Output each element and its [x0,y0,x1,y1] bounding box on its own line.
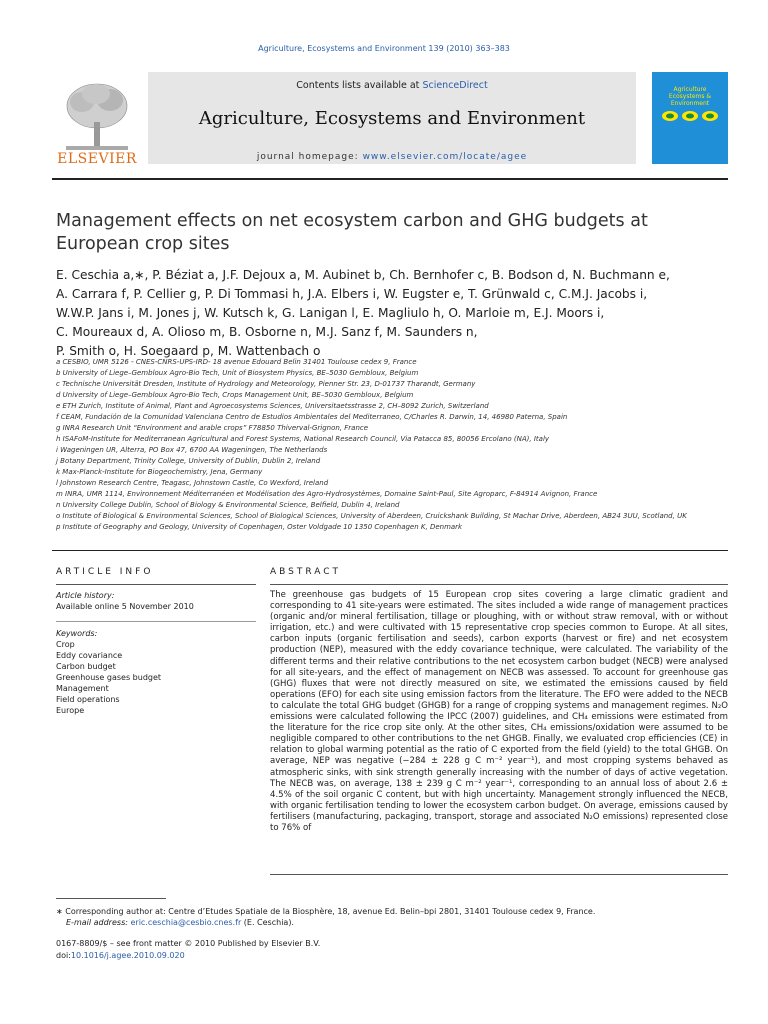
copyright-block [56,938,736,962]
keyword: Field operations [56,695,120,704]
keyword: Carbon budget [56,662,116,671]
abstract-text: The greenhouse gas budgets of 15 European crop sites covering a large climatic gradient and corresponding to 41 site-years were estimated. The sites included a wide range of management practices (organic and/or mineral fertilisation, tillage or ploughing, with or without straw removal, with or without irrigation, etc.) and were cultivated with 15 representative crop species common to Europe. At all sites, carbon inputs (organic fertilisation and seeds), carbon exports (harvest or fire) and net ecosystem production (NEP), measured with the eddy covariance technique, were calculated. The variability of the different terms and their relative contributions to the net ecosystem carbon budget (NECB) were analysed for all site-years, and the effect of management on NECB was assessed. To account for greenhouse gas (GHG) fluxes that were not directly measured on site, we estimated the emissions caused by field operations (EFO) for each site using emission factors from the literature. The EFO were added to the NECB to calculate the total GHG budget (GHGB) for a range of cropping systems and management regimes. N₂O emissions were calculated following the IPCC (2007) guidelines, and CH₄ emissions were estimated from the literature for the rice crop site only. At the other sites, CH₄ emissions/oxidation were assumed to be negligible compared to other contributions to the net GHGB. Finally, we evaluated crop efficiencies (CE) in relation to global warming potential as the ratio of C exported from the field (yield) to the total GHGB. On average, NEP was negative (−284 ± 228 g C m⁻² year⁻¹), and most cropping systems behaved as atmospheric sinks, with sink strength generally increasing with the number of days of active vegetation. The NECB was, on average, 138 ± 239 g C m⁻² year⁻¹, corresponding to an annual loss of about 2.6 ± 4.5% of the soil organic C content, but with high uncertainty. Management strongly influenced the NECB, with organic fertilisation tending to lower the ecosystem carbon budget. On average, emissions caused by fertilisers (manufacturing, packaging, transport, storage and associated N₂O emissions) represented close to 76% of [270,590,728,833]
cover-title: Agriculture Ecosystems & Environment [668,86,712,107]
affiliation: f CEAM, Fundación de la Comunidad Valenciana Centro de Estudios Ambientales del Mediterraneo, C/Charles R. Darwin, 14, 46980 Paterna, Spain [56,413,568,421]
title-line: European crop sites [56,234,230,254]
title-line: Management effects on net ecosystem carbon and GHG budgets at [56,211,648,231]
keywords-label: Keywords: [56,629,98,638]
keyword: Eddy covariance [56,651,123,660]
history-value: Available online 5 November 2010 [56,602,194,611]
cover-emblem-icon [660,110,720,122]
affiliation: m INRA, UMR 1114, Environnement Méditerranéen et Modélisation des Agro-Hydrosystèmes, Domaine Saint-Paul, Site Agroparc, F-84914 Avignon, France [56,490,598,498]
history-label: Article history: [56,591,115,600]
header-rule [52,178,728,180]
elsevier-wordmark: ELSEVIER [57,151,137,167]
issn-line: 0167-8809/$ – see front matter © 2010 Published by Elsevier B.V. [56,939,321,948]
affiliation: o Institute of Biological & Environmental Sciences, School of Biological Sciences, University of Aberdeen, Cruickshank Building, St Machar Drive, Aberdeen, AB24 3UU, Scotland, UK [56,512,687,520]
keywords-rule [56,621,256,622]
contents-prefix: Contents lists available at [296,80,420,91]
affiliation: a CESBIO, UMR 5126 - CNES-CNRS-UPS-IRD- 18 avenue Edouard Belin 31401 Toulouse cedex 9, France [56,358,417,366]
email-label: E-mail address: [66,918,128,927]
journal-title: Agriculture, Ecosystems and Environment [198,108,586,129]
keyword: Europe [56,706,85,715]
corresponding-author-footnote [56,906,736,928]
abstract-rule [270,584,728,585]
doi-link[interactable]: 10.1016/j.agee.2010.09.020 [70,951,185,960]
affiliation: g INRA Research Unit “Environment and arable crops” F78850 Thiverval-Grignon, France [56,424,369,432]
author-list [56,266,726,361]
keyword: Greenhouse gases budget [56,673,162,682]
doi-line [56,950,736,962]
affiliation-list [56,357,736,533]
affiliation: l Johnstown Research Centre, Teagasc, Johnstown Castle, Co Wexford, Ireland [56,479,329,487]
footnote-email-line [56,917,736,928]
affiliation: p Institute of Geography and Geology, University of Copenhagen, Oster Voldgade 10 1350 Copenhagen K, Denmark [56,523,463,531]
article-history [56,590,256,612]
keyword: Management [56,684,109,693]
author-line[interactable]: P. Smith o, H. Soegaard p, M. Wattenbach o [56,344,321,358]
affiliation: n University College Dublin, School of Biology & Environmental Science, Belfield, Dublin 4, Ireland [56,501,400,509]
keyword: Crop [56,640,75,649]
sciencedirect-link[interactable]: ScienceDirect [422,80,488,91]
journal-homepage [148,152,636,162]
affiliation: b University of Liege–Gembloux Agro-Bio Tech, Unit of Biosystem Physics, BE–5030 Gembloux, Belgium [56,369,419,377]
email-link[interactable]: eric.ceschia@cesbio.cnes.fr [130,918,242,927]
keywords [56,628,256,716]
affiliation: d University of Liege–Gembloux Agro-Bio Tech, Crops Management Unit, BE–5030 Gembloux, Belgium [56,391,414,399]
author-line[interactable]: E. Ceschia a,∗, P. Béziat a, J.F. Dejoux a, M. Aubinet b, Ch. Bernhofer c, B. Bodson d, N. Buchmann e, [56,268,670,282]
abstract-body [270,590,728,834]
homepage-prefix: journal homepage: [256,152,359,162]
affiliation: e ETH Zurich, Institute of Animal, Plant and Agroecosystems Sciences, Universitaetsstrasse 2, CH–8092 Zurich, Switzerland [56,402,489,410]
affiliation: c Technische Universität Dresden, Institute of Hydrology and Meteorology, Pienner Str. 23, D-01737 Tharandt, Germany [56,380,476,388]
journal-citation[interactable]: Agriculture, Ecosystems and Environment 139 (2010) 363–383 [258,44,510,53]
author-line[interactable]: C. Moureaux d, A. Olioso m, B. Osborne n, M.J. Sanz f, M. Saunders n, [56,325,478,339]
article-info-heading: ARTICLE INFO [56,567,154,577]
author-line[interactable]: W.W.P. Jans i, M. Jones j, W. Kutsch k, G. Lanigan l, E. Magliulo h, O. Marloie m, E.J. Moors i, [56,306,605,320]
affiliation: i Wageningen UR, Alterra, PO Box 47, 6700 AA Wageningen, The Netherlands [56,446,328,454]
affiliation: j Botany Department, Trinity College, University of Dublin, Dublin 2, Ireland [56,457,321,465]
affiliation: h ISAFoM-Institute for Mediterranean Agricultural and Forest Systems, National Research Council, Via Patacca 85, 80056 Ercolano (NA), Italy [56,435,550,443]
affiliation: k Max-Planck-Institute for Biogeochemistry, Jena, Germany [56,468,263,476]
doi-prefix: doi: [56,951,71,960]
abstract-heading: ABSTRACT [270,567,342,577]
footnote-rule [56,898,166,899]
article-info-rule [56,584,256,585]
contents-line [148,80,636,91]
footnote-address: ∗ Corresponding author at: Centre d’Etudes Spatiale de la Biosphère, 18, avenue Ed. Belin–bpi 2801, 31401 Toulouse cedex 9, France. [56,907,596,916]
paper-title [56,210,716,256]
abstract-end-rule [270,874,728,875]
section-rule [52,550,728,551]
email-suffix: (E. Ceschia). [243,918,294,927]
author-line[interactable]: A. Carrara f, P. Cellier g, P. Di Tommasi h, J.A. Elbers i, W. Eugster e, T. Grünwald c, C.M.J. Jacobs i, [56,287,648,301]
homepage-link[interactable]: www.elsevier.com/locate/agee [362,152,528,162]
